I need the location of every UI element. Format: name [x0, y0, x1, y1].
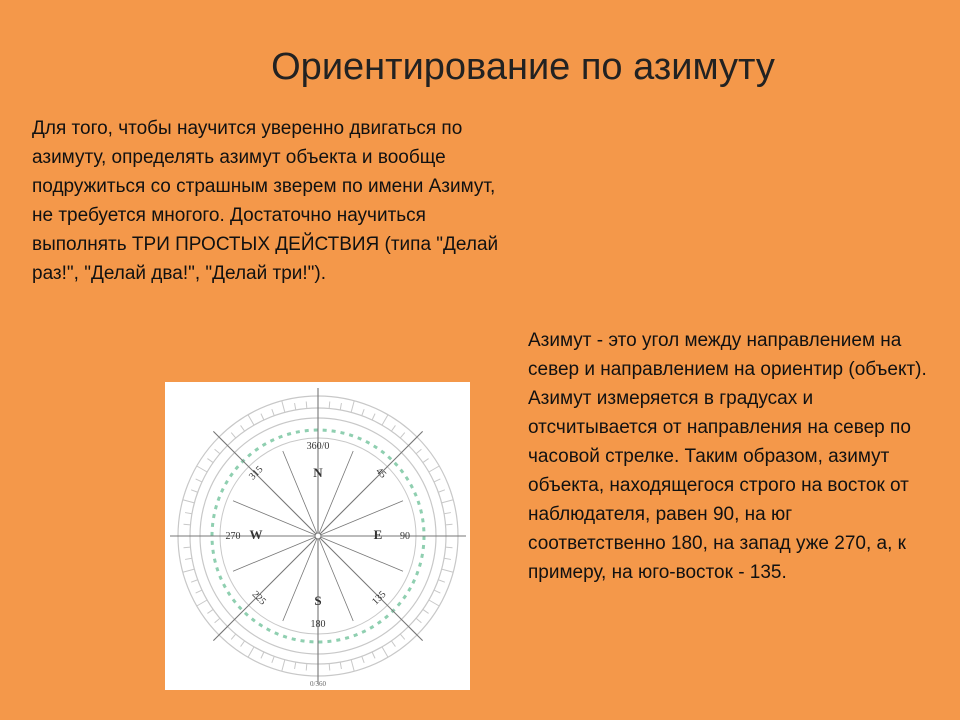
scale-tick	[185, 513, 192, 514]
scale-tick	[282, 401, 285, 413]
scale-tick	[416, 618, 421, 622]
scale-tick	[231, 433, 235, 438]
scale-tick	[185, 558, 192, 559]
compass-center	[315, 533, 321, 539]
scale-tick	[438, 580, 445, 582]
degree-225: 225	[249, 589, 268, 608]
intro-paragraph: Для того, чтобы научится уверенно двигаться по азимуту, определять азимут объекта и вообще подружиться со страшным зверем по имени Азимут, не требуется многого. Достаточно научиться выполнять ТРИ ПРОСТЫХ ДЕЙСТВИЯ (типа "Делай раз!", "Делай два!", "Делай три!").	[32, 118, 499, 284]
degree-315: 315	[247, 464, 266, 483]
scale-tick	[207, 459, 213, 463]
scale-tick	[197, 466, 207, 472]
label-west: W	[249, 527, 263, 542]
scale-tick	[261, 414, 264, 420]
scale-tick	[184, 547, 191, 548]
scale-tick	[261, 652, 264, 658]
scale-tick	[400, 433, 404, 438]
scale-tick	[248, 647, 254, 657]
scale-tick	[340, 662, 341, 669]
scale-tick	[196, 590, 202, 593]
scale-tick	[351, 660, 354, 672]
scale-tick	[382, 415, 388, 425]
scale-tick	[434, 590, 440, 593]
scale-tick	[272, 409, 274, 416]
scale-tick	[295, 662, 296, 669]
scale-tick	[423, 609, 429, 613]
bottom-degree-label: 0/360	[310, 680, 326, 688]
scale-tick	[191, 580, 198, 582]
degree-90: 90	[400, 531, 410, 542]
scale-tick	[215, 618, 220, 622]
azimuth-definition-paragraph: Азимут - это угол между направлением на север и направлением на ориентир (объект). Азимут измеряется в градусах и отсчитывается от направления на север по часовой стрелке. Таким образом, азимут объекта, находящегося строго на восток от наблюдателя, равен 90, на юг соответственно 180, на запад уже 270, а, к примеру, на юго-восток - 135.	[528, 330, 927, 583]
scale-tick	[391, 425, 395, 431]
scale-tick	[444, 513, 451, 514]
scale-tick	[306, 402, 307, 409]
scale-tick	[438, 490, 445, 492]
scale-tick	[231, 634, 235, 639]
scale-tick	[241, 425, 245, 431]
scale-tick	[329, 402, 330, 409]
scale-tick	[282, 660, 285, 672]
compass-rays	[170, 388, 466, 684]
degree-45: 45	[373, 465, 389, 481]
scale-tick	[429, 600, 439, 606]
scale-tick	[207, 609, 213, 613]
scale-tick	[183, 500, 195, 503]
scale-tick	[372, 414, 375, 420]
scale-tick	[272, 656, 274, 663]
scale-tick	[248, 415, 254, 425]
scale-tick	[329, 664, 330, 671]
scale-tick	[215, 449, 220, 453]
compass-ray	[213, 431, 318, 536]
degree-270: 270	[225, 531, 241, 542]
compass-ray	[213, 536, 318, 641]
slide-title: Ориентирование по азимуту	[271, 46, 775, 88]
compass-ray	[318, 536, 423, 641]
scale-tick	[196, 479, 202, 482]
scale-tick	[372, 652, 375, 658]
label-east: E	[373, 527, 383, 542]
scale-tick	[391, 641, 395, 647]
scale-tick	[382, 647, 388, 657]
scale-tick	[446, 547, 453, 548]
scale-tick	[442, 569, 454, 572]
scale-tick	[191, 490, 198, 492]
degree-0: 360/0	[306, 441, 330, 452]
degree-180: 180	[310, 619, 326, 630]
scale-tick	[351, 401, 354, 413]
scale-tick	[442, 500, 454, 503]
scale-tick	[416, 449, 421, 453]
scale-tick	[340, 403, 341, 410]
scale-tick	[434, 479, 440, 482]
scale-tick	[400, 634, 404, 639]
scale-tick	[446, 524, 453, 525]
degree-135: 135	[370, 589, 389, 608]
compass-figure	[165, 382, 470, 690]
label-north: N	[313, 465, 323, 480]
scale-tick	[362, 409, 364, 416]
scale-tick	[423, 459, 429, 463]
scale-tick	[429, 466, 439, 472]
label-south: S	[314, 593, 322, 608]
scale-tick	[184, 524, 191, 525]
scale-tick	[362, 656, 364, 663]
scale-tick	[183, 569, 195, 572]
compass-ray	[318, 431, 423, 536]
compass-rose-diagram	[165, 382, 470, 690]
scale-tick	[444, 558, 451, 559]
scale-tick	[241, 641, 245, 647]
scale-tick	[306, 664, 307, 671]
scale-tick	[295, 403, 296, 410]
scale-tick	[197, 600, 207, 606]
